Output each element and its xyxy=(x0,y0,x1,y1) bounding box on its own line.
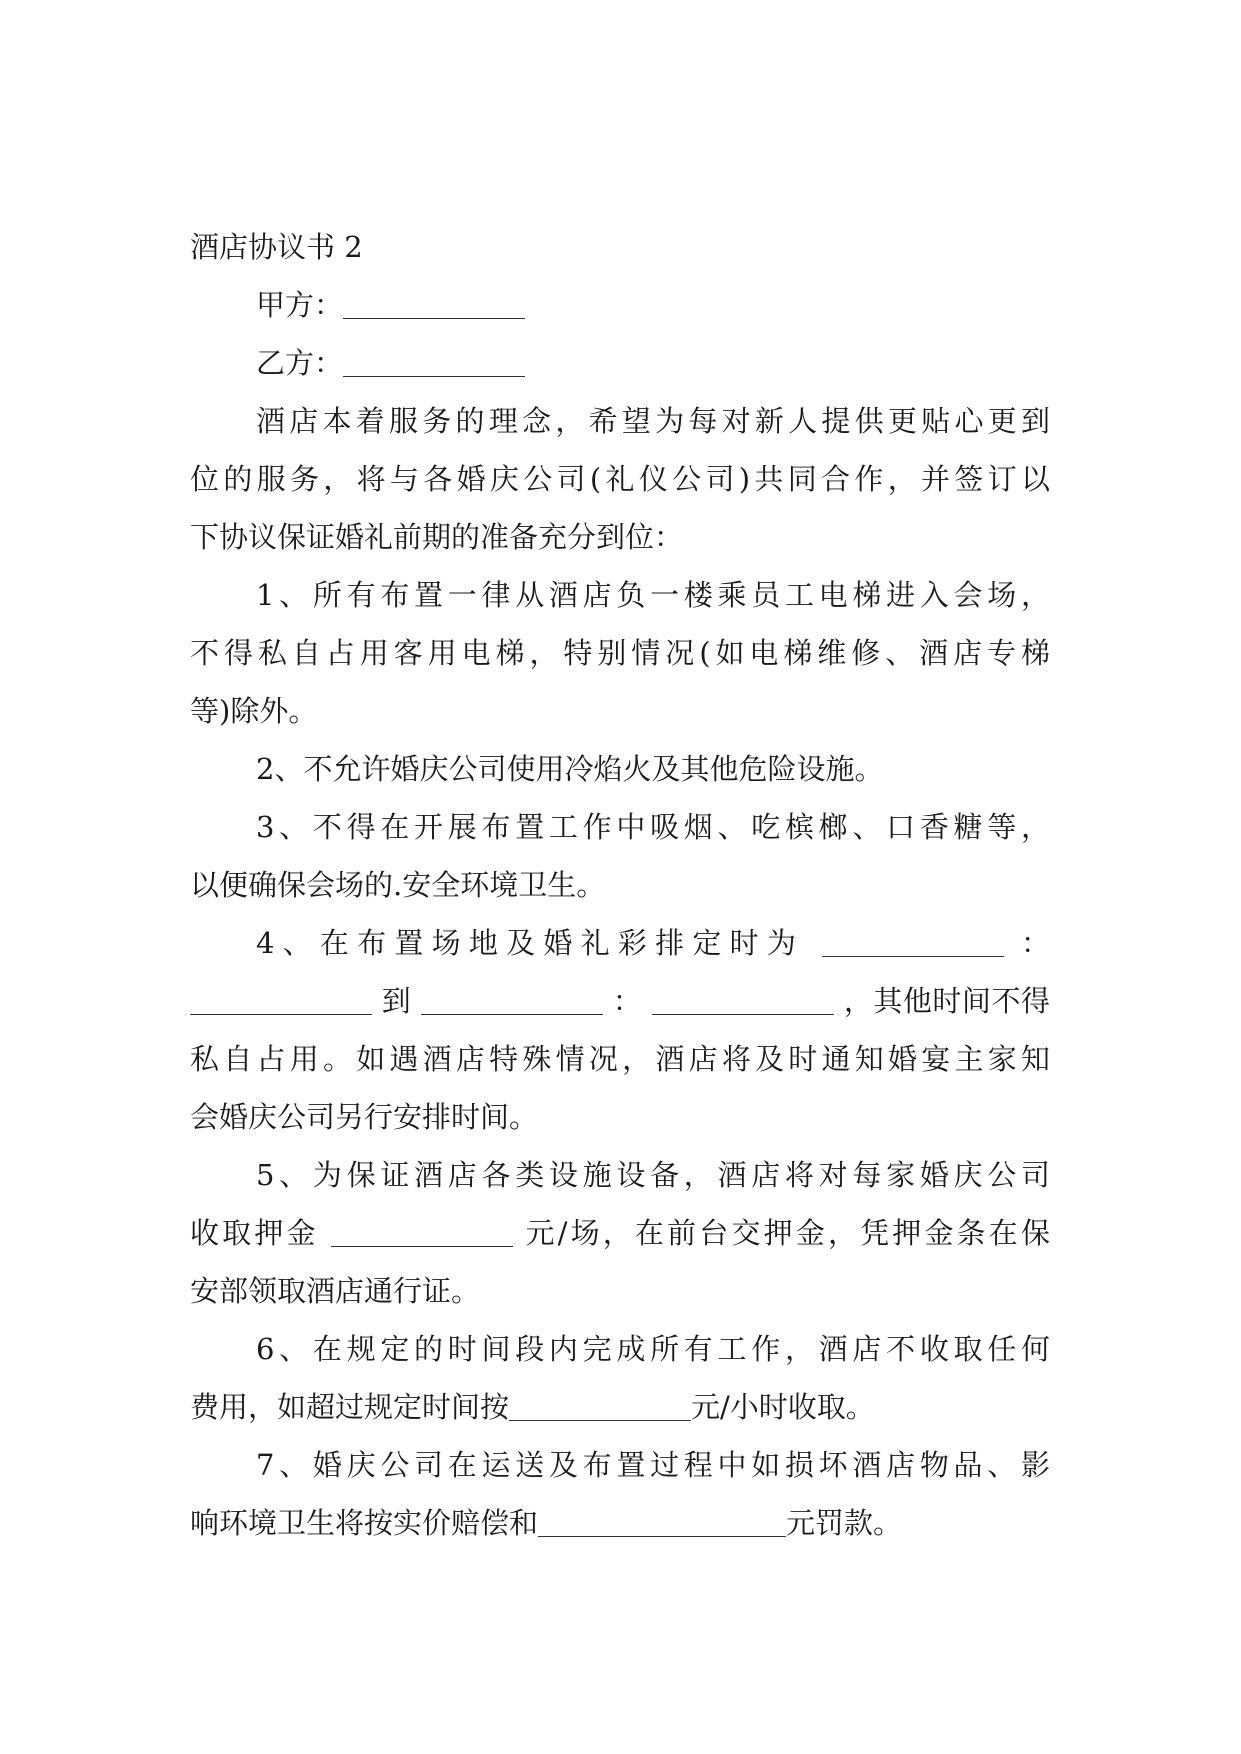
clause-4-to: 到 xyxy=(381,984,412,1018)
clause-7-line-2 xyxy=(190,1494,1050,1552)
clause-6-text-b: 元/小时收取。 xyxy=(691,1390,875,1424)
clause-4-line-1 xyxy=(190,914,1050,972)
overtime-rate-blank[interactable] xyxy=(509,1394,691,1421)
clause-3-line-2: 以便确保会场的.安全环境卫生。 xyxy=(190,868,606,902)
clause-5-text-a: 收取押金 xyxy=(190,1216,319,1250)
rehearsal-end-hour-blank[interactable] xyxy=(421,988,603,1015)
deposit-amount-blank[interactable] xyxy=(331,1220,513,1247)
party-a-line xyxy=(190,276,1050,334)
clause-4-text: 4、在布置场地及婚礼彩排定时为 xyxy=(256,926,805,960)
rehearsal-start-hour-blank[interactable] xyxy=(822,930,1004,957)
clause-4-line-4: 会婚庆公司另行安排时间。 xyxy=(190,1100,539,1134)
penalty-amount-blank[interactable] xyxy=(538,1510,786,1537)
clause-4-text-2: ，其他时间不得 xyxy=(843,984,1050,1018)
party-a-label: 甲方： xyxy=(256,288,344,322)
clause-4-line-2 xyxy=(190,972,1050,1030)
party-a-blank[interactable] xyxy=(343,292,525,319)
party-b-line xyxy=(190,334,1050,392)
clause-7-line-1: 7、婚庆公司在运送及布置过程中如损坏酒店物品、影 xyxy=(256,1448,1050,1482)
clause-5-line-1: 5、为保证酒店各类设施设备，酒店将对每家婚庆公司 xyxy=(256,1158,1050,1192)
rehearsal-end-minute-blank[interactable] xyxy=(652,988,834,1015)
clause-4-line-3: 私自占用。如遇酒店特殊情况，酒店将及时通知婚宴主家知 xyxy=(190,1042,1050,1076)
clause-4-colon: ： xyxy=(1021,926,1050,960)
clause-6-line-2 xyxy=(190,1378,1050,1436)
document-title: 酒店协议书 2 xyxy=(190,230,363,264)
clause-4-colon-2: ： xyxy=(612,984,643,1018)
clause-5-line-3: 安部领取酒店通行证。 xyxy=(190,1274,481,1308)
clause-3-line-1: 3、不得在开展布置工作中吸烟、吃槟榔、口香糖等， xyxy=(256,810,1050,844)
party-b-blank[interactable] xyxy=(343,350,525,377)
clause-7-text-b: 元罚款。 xyxy=(786,1506,903,1540)
intro-line-2: 位的服务，将与各婚庆公司(礼仪公司)共同合作，并签订以 xyxy=(190,462,1050,496)
party-b-label: 乙方： xyxy=(256,346,344,380)
clause-7-text-a: 响环境卫生将按实价赔偿和 xyxy=(190,1506,539,1540)
clause-5-text-b: 元/场，在前台交押金，凭押金条在保 xyxy=(525,1216,1050,1250)
rehearsal-start-minute-blank[interactable] xyxy=(190,988,372,1015)
clause-6-line-1: 6、在规定的时间段内完成所有工作，酒店不收取任何 xyxy=(256,1332,1050,1366)
clause-1-line-3: 等)除外。 xyxy=(190,694,318,728)
intro-line-1: 酒店本着服务的理念，希望为每对新人提供更贴心更到 xyxy=(256,404,1050,438)
clause-5-line-2 xyxy=(190,1204,1050,1262)
agreement-document xyxy=(190,218,1050,1552)
clause-1-line-1: 1、所有布置一律从酒店负一楼乘员工电梯进入会场， xyxy=(256,578,1050,612)
clause-6-text-a: 费用，如超过规定时间按 xyxy=(190,1390,510,1424)
clause-1-line-2: 不得私自占用客用电梯，特别情况(如电梯维修、酒店专梯 xyxy=(190,636,1050,670)
clause-2: 2、不允许婚庆公司使用冷焰火及其他危险设施。 xyxy=(256,752,884,786)
intro-line-3: 下协议保证婚礼前期的准备充分到位： xyxy=(190,520,684,554)
